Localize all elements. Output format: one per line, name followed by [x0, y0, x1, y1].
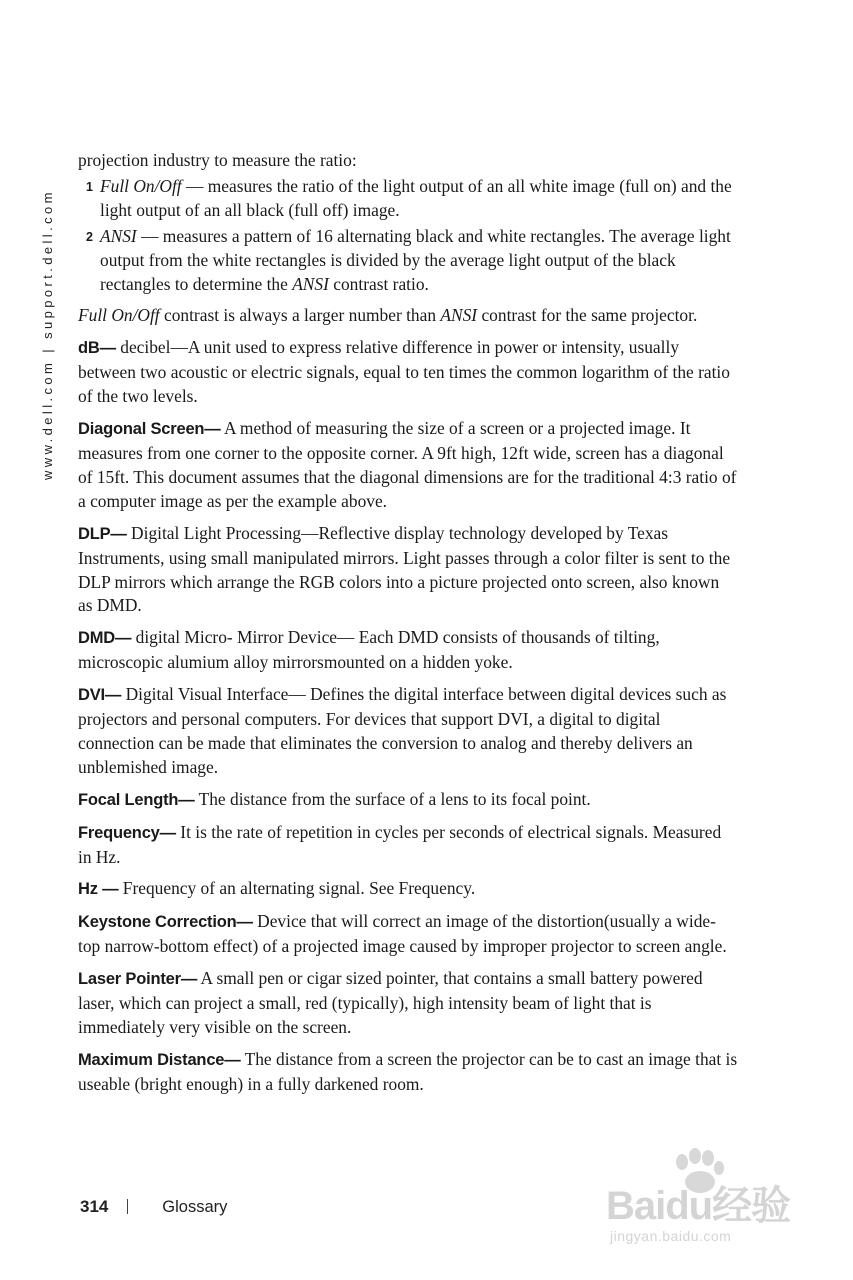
- glossary-entry-keystone-correction: [78, 910, 738, 959]
- glossary-definition: digital Micro- Mirror Device— Each DMD consists of thousands of tilting, microscopic alumium alloy mirrorsmounted on a hidden yoke.: [78, 627, 660, 673]
- section-name: Glossary: [162, 1198, 228, 1216]
- glossary-entry-frequency: [78, 821, 738, 870]
- sidebar-url: www.dell.com | support.dell.com: [40, 189, 55, 480]
- page-content: [78, 149, 738, 1105]
- glossary-entry-hz: [78, 877, 738, 902]
- list-term: Full On/Off: [100, 175, 182, 196]
- contrast-methods-list: [78, 175, 738, 297]
- list-term: ANSI: [292, 273, 329, 294]
- glossary-entry-laser-pointer: [78, 967, 738, 1040]
- glossary-entry-focal-length: [78, 788, 738, 813]
- glossary-term: DVI—: [78, 686, 122, 705]
- list-text: — measures the ratio of the light output of an all white image (full on) and the light output of an all black (full off) image.: [100, 175, 732, 220]
- glossary-definition: decibel—A unit used to express relative difference in power or intensity, usually between two acoustic or electric signals, equal to ten times the common logarithm of the ratio of the two levels.: [78, 337, 730, 407]
- list-item: [78, 175, 738, 223]
- glossary-definition: A method of measuring the size of a screen or a projected image. It measures from one corner to the opposite corner. A 9ft high, 12ft wide, screen has a diagonal of 15ft. This document assumes that the diagonal dimensions are for the traditional 4:3 ratio of a computer image as per the example above.: [78, 418, 737, 511]
- glossary-entry-diagonal-screen: [78, 417, 738, 514]
- note-text: contrast for the same projector.: [477, 305, 698, 326]
- footer-divider: [127, 1199, 128, 1214]
- glossary-term: Laser Pointer—: [78, 970, 198, 989]
- page-number: 314: [80, 1197, 109, 1216]
- glossary-definition: Frequency of an alternating signal. See Frequency.: [118, 878, 476, 899]
- glossary-entry-dlp: [78, 522, 738, 619]
- list-text: — measures a pattern of 16 alternating black and white rectangles. The average light output from the white rectangles is divided by the average light output of the black rectangles to determine the: [100, 225, 731, 294]
- glossary-term: dB—: [78, 339, 116, 358]
- glossary-definition: It is the rate of repetition in cycles per seconds of electrical signals. Measured in Hz.: [78, 821, 722, 867]
- list-item: [78, 225, 738, 297]
- note-text: contrast is always a larger number than: [159, 305, 441, 326]
- glossary-definition: Digital Visual Interface— Defines the digital interface between digital devices such as projectors and personal computers. For devices that support DVI, a digital to digital connection can be made that eliminates the conversion to analog and thereby delivers an unblemished image.: [78, 684, 727, 777]
- list-number: 2: [86, 229, 93, 244]
- glossary-entry-dmd: [78, 626, 738, 675]
- glossary-definition: A small pen or cigar sized pointer, that contains a small battery powered laser, which can project a small, red (typically), high intensity beam of light that is immediately very visible on the screen.: [78, 968, 703, 1037]
- glossary-entry-db: [78, 336, 738, 409]
- glossary-entry-maximum-distance: [78, 1048, 738, 1097]
- watermark-brand: Baidu经验: [606, 1184, 791, 1228]
- glossary-term: Frequency—: [78, 823, 176, 842]
- glossary-definition: The distance from the surface of a lens to its focal point.: [194, 788, 591, 809]
- note-term: ANSI: [440, 305, 478, 326]
- glossary-definition: Digital Light Processing—Reflective display technology developed by Texas Instruments, using small manipulated mirrors. Light passes through a color filter is sent to the DLP mirrors which arrange the RGB colors into a picture projected onto screen, also known as DMD.: [78, 522, 731, 616]
- glossary-definition: Device that will correct an image of the distortion(usually a wide-top narrow-bottom effect) of a projected image caused by improper projector to screen angle.: [78, 911, 727, 957]
- intro-text: projection industry to measure the ratio:: [78, 150, 357, 170]
- glossary-term: Maximum Distance—: [78, 1050, 241, 1069]
- watermark-url: jingyan.baidu.com: [610, 1228, 732, 1244]
- glossary-entry-dvi: [78, 683, 738, 780]
- glossary-definition: The distance from a screen the projector can be to cast an image that is useable (bright enough) in a fully darkened room.: [78, 1048, 738, 1094]
- list-text: contrast ratio.: [328, 273, 429, 294]
- glossary-term: DLP—: [78, 524, 127, 543]
- glossary-term: Hz —: [78, 880, 119, 899]
- contrast-note: [78, 304, 738, 328]
- list-number: 1: [86, 179, 93, 194]
- baidu-watermark: [606, 1148, 806, 1248]
- glossary-term: DMD—: [78, 629, 132, 648]
- glossary-term: Diagonal Screen—: [78, 420, 221, 439]
- glossary-term: Focal Length—: [78, 790, 195, 809]
- note-term: Full On/Off: [78, 305, 160, 326]
- glossary-term: Keystone Correction—: [78, 913, 253, 932]
- list-term: ANSI: [100, 225, 137, 246]
- page-footer: [80, 1197, 227, 1217]
